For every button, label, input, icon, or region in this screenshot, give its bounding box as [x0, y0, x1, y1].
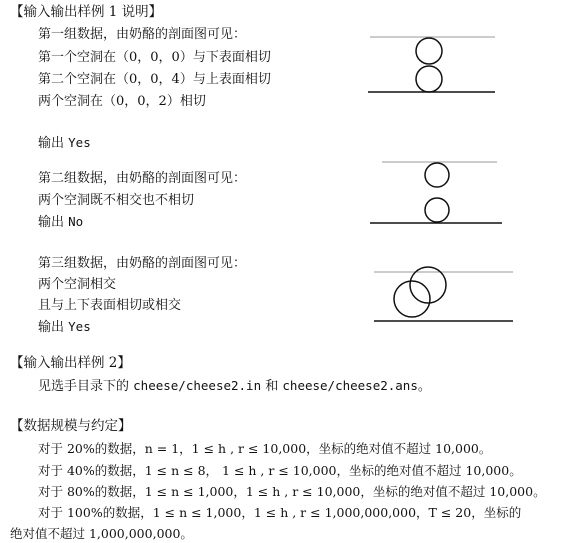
case2-output-value: No — [68, 214, 84, 229]
sample2-description — [38, 377, 431, 395]
case1-output — [38, 134, 91, 152]
constraint-line-3: 对于 80%的数据，1 ≤ n ≤ 1,000，1 ≤ h , r ≤ 10,000，坐标的绝对值不超过 10,000。 — [38, 484, 546, 499]
hole-2 — [394, 281, 430, 317]
case1-output-label: 输出 — [38, 136, 65, 151]
case2-line1: 两个空洞既不相交也不相切 — [38, 193, 195, 208]
constraint-line-4: 对于 100%的数据，1 ≤ n ≤ 1,000，1 ≤ h , r ≤ 1,000,000,000，T ≤ 20，坐标的 — [38, 505, 522, 520]
case1-line2: 第二个空洞在（0，0，4）与上表面相切 — [38, 72, 271, 87]
hole-1 — [425, 163, 449, 187]
case2-cross-section-figure — [366, 159, 506, 225]
sample1-heading: 【输入输出样例 1 说明】 — [10, 4, 163, 20]
hole-2 — [425, 198, 449, 222]
constraint-line-1: 对于 20%的数据，n = 1，1 ≤ h , r ≤ 10,000，坐标的绝对值不超过 10,000。 — [38, 441, 492, 456]
sample2-text-end: 。 — [417, 379, 431, 394]
case1-output-value: Yes — [68, 135, 91, 150]
case2-output-label: 输出 — [38, 215, 65, 230]
hole-1 — [416, 38, 442, 64]
case3-output — [38, 318, 91, 336]
sample2-text-before: 见选手目录下的 — [38, 379, 130, 394]
sample2-file-in: cheese/cheese2.in — [133, 378, 262, 393]
case3-output-value: Yes — [68, 319, 91, 334]
case3-cross-section-figure — [370, 262, 520, 326]
sample2-text-and: 和 — [265, 379, 279, 394]
case3-intro: 第三组数据，由奶酪的剖面图可见： — [38, 256, 247, 271]
constraints-heading: 【数据规模与约定】 — [10, 418, 132, 434]
case2-intro: 第二组数据，由奶酪的剖面图可见： — [38, 171, 247, 186]
sample2-heading: 【输入输出样例 2】 — [10, 355, 131, 371]
case1-cross-section-figure — [366, 34, 496, 94]
case1-line3: 两个空洞在（0，0，2）相切 — [38, 94, 206, 109]
case3-line1: 两个空洞相交 — [38, 277, 117, 292]
case2-output — [38, 213, 83, 231]
case3-output-label: 输出 — [38, 320, 65, 335]
constraint-line-5: 绝对值不超过 1,000,000,000。 — [10, 526, 193, 541]
case3-line2: 且与上下表面相切或相交 — [38, 298, 182, 313]
case1-line1: 第一个空洞在（0，0，0）与下表面相切 — [38, 50, 271, 65]
hole-2 — [416, 66, 442, 92]
constraint-line-2: 对于 40%的数据，1 ≤ n ≤ 8， 1 ≤ h , r ≤ 10,000，坐标的绝对值不超过 10,000。 — [38, 463, 522, 478]
sample2-file-ans: cheese/cheese2.ans — [282, 378, 418, 393]
case1-intro: 第一组数据，由奶酪的剖面图可见： — [38, 27, 247, 42]
